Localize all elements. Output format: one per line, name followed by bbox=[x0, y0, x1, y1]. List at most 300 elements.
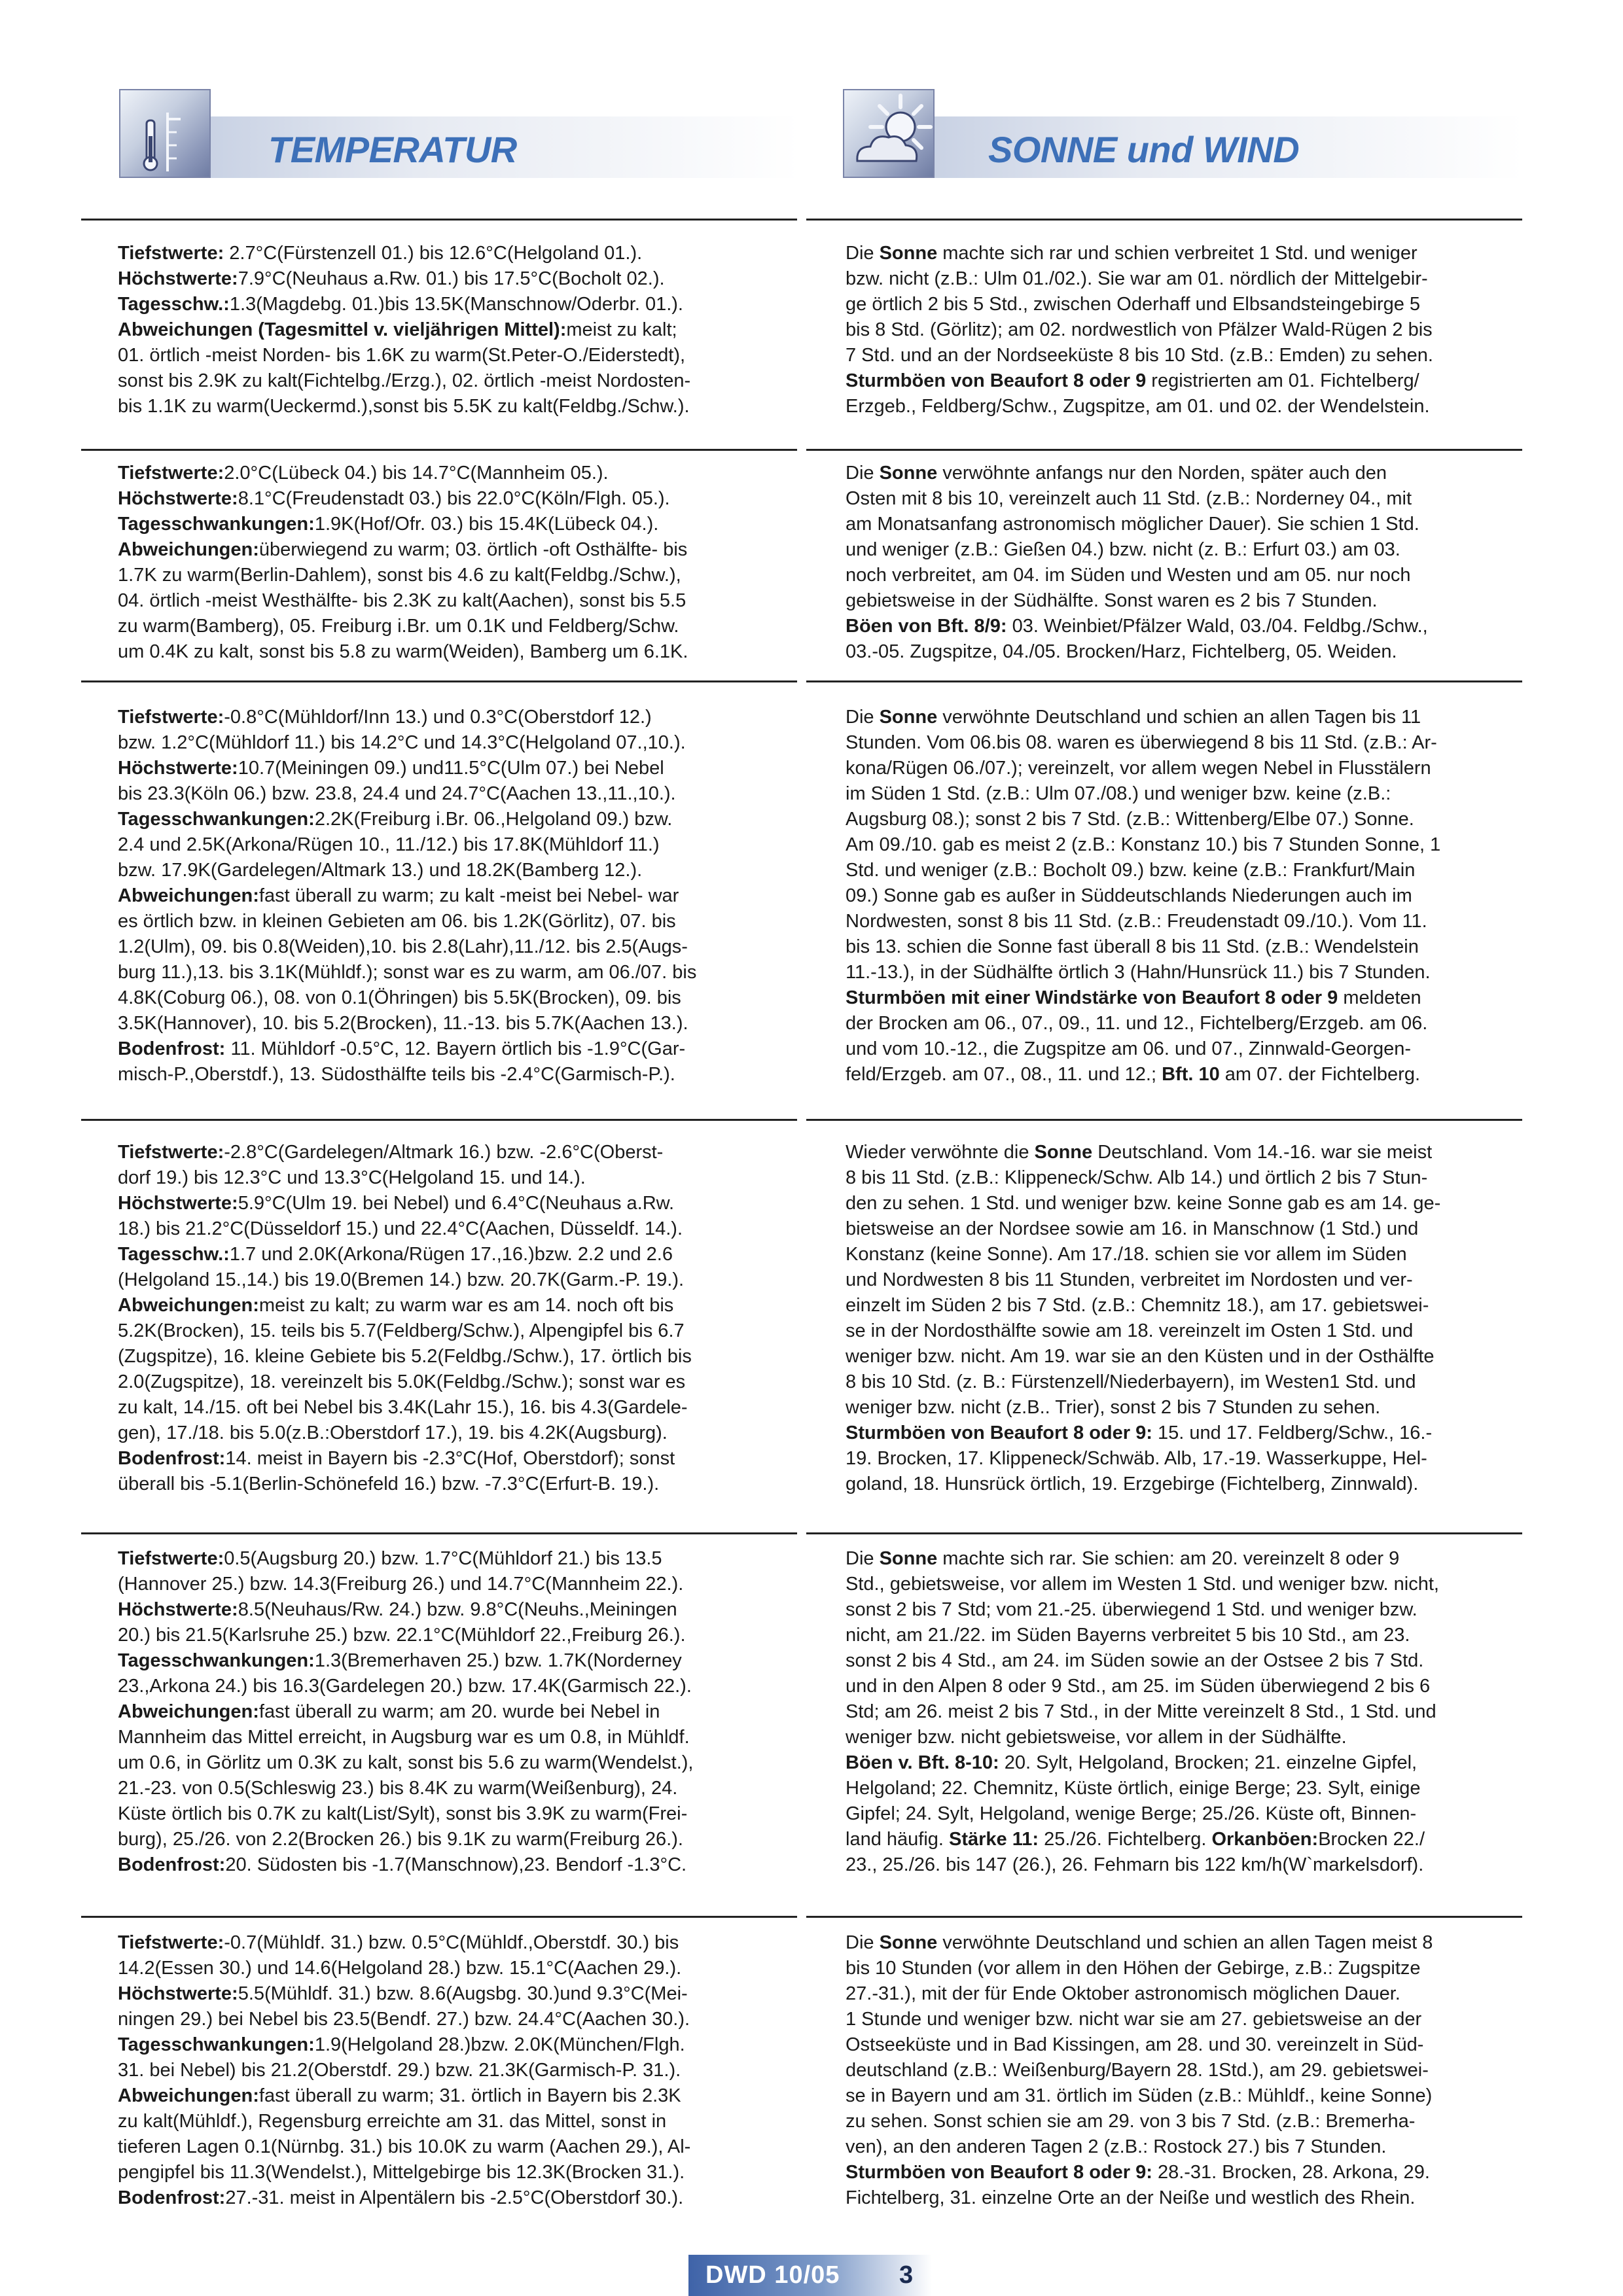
text-run: fast überall zu warm; 31. örtlich in Bayern bis 2.3K bbox=[259, 2085, 681, 2106]
text-run: 04. örtlich -meist Westhälfte- bis 2.3K zu kalt(Aachen), sonst bis 5.5 bbox=[118, 590, 687, 611]
text-run: Std; am 26. meist 2 bis 7 Std., in der Mitte vereinzelt 8 Std., 1 Std. und bbox=[846, 1701, 1436, 1722]
text-run: Die bbox=[846, 1548, 880, 1569]
text-line bbox=[846, 2032, 1507, 2058]
text-run: Die bbox=[846, 463, 880, 484]
text-run: 2.0°C(Lübeck 04.) bis 14.7°C(Mannheim 05.). bbox=[224, 463, 609, 484]
text-run: Die bbox=[846, 1932, 880, 1953]
text-run: 11. Mühldorf -0.5°C, 12. Bayern örtlich bis -1.9°C(Gar- bbox=[225, 1038, 686, 1059]
sun-wind-block bbox=[846, 461, 1507, 665]
text-run: 3.5K(Hannover), 10. bis 5.2(Brocken), 11.-13. bis 5.7K(Aachen 13.). bbox=[118, 1013, 688, 1034]
text-line bbox=[846, 1801, 1507, 1827]
bold-label: Tagesschw.: bbox=[118, 294, 230, 315]
text-run: 10.7(Meiningen 09.) und11.5°C(Ulm 07.) bei Nebel bbox=[238, 758, 664, 779]
text-line bbox=[118, 1597, 779, 1623]
bold-label: Tiefstwerte: bbox=[118, 463, 224, 484]
text-line bbox=[118, 588, 779, 614]
sun-wind-block bbox=[846, 705, 1507, 1087]
bold-label: Bft. 10 bbox=[1162, 1064, 1220, 1085]
text-line bbox=[118, 1827, 779, 1852]
text-line bbox=[846, 614, 1507, 639]
text-line bbox=[846, 909, 1507, 934]
text-line bbox=[118, 639, 779, 665]
bold-label: Stärke 11: bbox=[949, 1829, 1039, 1850]
bold-label: Tiefstwerte: bbox=[118, 1548, 224, 1569]
text-run: Die bbox=[846, 707, 880, 728]
bold-label: Abweichungen: bbox=[118, 885, 259, 906]
text-line bbox=[118, 730, 779, 756]
text-run: Ostseeküste und in Bad Kissingen, am 28. und 30. vereinzelt in Süd- bbox=[846, 2034, 1424, 2055]
text-line bbox=[118, 563, 779, 588]
text-line bbox=[118, 1191, 779, 1216]
text-line bbox=[118, 1242, 779, 1267]
text-line bbox=[118, 1674, 779, 1699]
text-run: der Brocken am 06., 07., 09., 11. und 12., Fichtelberg/Erzgeb. am 06. bbox=[846, 1013, 1428, 1034]
thermometer-icon bbox=[119, 89, 211, 178]
text-run: und in den Alpen 8 oder 9 Std., am 25. im Süden überwiegend 2 bis 6 bbox=[846, 1676, 1431, 1697]
text-run: 5.2K(Brocken), 15. teils bis 5.7(Feldberg/Schw.), Alpengipfel bis 6.7 bbox=[118, 1320, 685, 1341]
bold-label: Sonne bbox=[879, 243, 938, 264]
text-line bbox=[846, 394, 1507, 419]
bold-label: Tiefstwerte: bbox=[118, 1932, 224, 1953]
bold-label: Sonne bbox=[879, 707, 938, 728]
text-run: zu warm(Bamberg), 05. Freiburg i.Br. um 0.1K und Feldberg/Schw. bbox=[118, 616, 679, 637]
text-line bbox=[118, 883, 779, 909]
text-line bbox=[118, 1267, 779, 1293]
text-run: deutschland (z.B.: Weißenburg/Bayern 28. 1Std.), am 29. gebietswei- bbox=[846, 2060, 1429, 2081]
text-line bbox=[118, 1293, 779, 1318]
text-line bbox=[118, 486, 779, 512]
bold-label: Bodenfrost: bbox=[118, 1038, 226, 1059]
text-run: 03. Weinbiet/Pfälzer Wald, 03./04. Feldbg./Schw., bbox=[1007, 616, 1428, 637]
text-run: sonst bis 2.9K zu kalt(Fichtelbg./Erzg.), 02. örtlich -meist Nordosten- bbox=[118, 370, 691, 391]
text-run: 7.9°C(Neuhaus a.Rw. 01.) bis 17.5°C(Bocholt 02.). bbox=[238, 268, 665, 289]
text-run: feld/Erzgeb. am 07., 08., 11. und 12.; bbox=[846, 1064, 1162, 1085]
text-run: weniger bzw. nicht gebietsweise, vor allem in der Südhälfte. bbox=[846, 1727, 1347, 1748]
text-run: 8.5(Neuhaus/Rw. 24.) bzw. 9.8°C(Neuhs.,Meiningen bbox=[238, 1599, 677, 1620]
bold-label: Abweichungen: bbox=[118, 2085, 259, 2106]
text-line bbox=[118, 2134, 779, 2160]
bold-label: Höchstwerte: bbox=[118, 1599, 238, 1620]
text-line bbox=[846, 241, 1507, 266]
text-line bbox=[118, 2083, 779, 2109]
text-line bbox=[846, 266, 1507, 292]
bold-label: Sturmböen von Beaufort 8 oder 9: bbox=[846, 1422, 1152, 1443]
text-run: Gipfel; 24. Sylt, Helgoland, wenige Berge; 25./26. Küste oft, Binnen- bbox=[846, 1803, 1417, 1824]
text-line bbox=[846, 1011, 1507, 1036]
text-run: Brocken 22./ bbox=[1318, 1829, 1425, 1850]
text-line bbox=[846, 1852, 1507, 1878]
text-run: meldeten bbox=[1338, 987, 1421, 1008]
text-line bbox=[118, 2058, 779, 2083]
text-run: verwöhnte Deutschland und schien an allen Tagen meist 8 bbox=[937, 1932, 1433, 1953]
text-run: se in der Nordosthälfte sowie am 18. vereinzelt im Osten 1 Std. und bbox=[846, 1320, 1414, 1341]
text-line bbox=[118, 1750, 779, 1776]
bold-label: Tagesschwankungen: bbox=[118, 514, 315, 535]
text-line bbox=[118, 1930, 779, 1956]
bold-label: Orkanböen: bbox=[1211, 1829, 1319, 1850]
text-line bbox=[118, 343, 779, 368]
text-line bbox=[846, 1546, 1507, 1572]
text-run: goland, 18. Hunsrück örtlich, 19. Erzgebirge (Fichtelberg, Zinnwald). bbox=[846, 1474, 1419, 1494]
text-run: 2.7°C(Fürstenzell 01.) bis 12.6°C(Helgoland 01.). bbox=[224, 243, 643, 264]
text-run: meist zu kalt; bbox=[566, 319, 677, 340]
divider bbox=[806, 680, 1522, 682]
text-line bbox=[118, 394, 779, 419]
text-run: 5.5(Mühldf. 31.) bzw. 8.6(Augsbg. 30.)und 9.3°C(Mei- bbox=[238, 1983, 688, 2004]
text-line bbox=[118, 1369, 779, 1395]
text-run: Mannheim das Mittel erreicht, in Augsburg war es um 0.8, in Mühldf. bbox=[118, 1727, 690, 1748]
temperature-block bbox=[118, 1140, 779, 1497]
text-run: 14. meist in Bayern bis -2.3°C(Hof, Oberstdorf); sonst bbox=[225, 1448, 675, 1469]
bold-label: Tagesschw.: bbox=[118, 1244, 230, 1265]
text-run: am 07. der Fichtelberg. bbox=[1219, 1064, 1421, 1085]
bold-label: Bodenfrost: bbox=[118, 2187, 226, 2208]
text-run: land häufig. bbox=[846, 1829, 950, 1850]
text-line bbox=[118, 934, 779, 960]
text-line bbox=[846, 2134, 1507, 2160]
text-run: und Nordwesten 8 bis 11 Stunden, verbreitet im Nordosten und ver- bbox=[846, 1269, 1413, 1290]
text-line bbox=[118, 1725, 779, 1750]
text-run: den zu sehen. 1 Std. und weniger bzw. keine Sonne gab es am 14. ge- bbox=[846, 1193, 1441, 1214]
text-line bbox=[846, 756, 1507, 781]
text-run: und vom 10.-12., die Zugspitze am 06. und 07., Zinnwald-Georgen- bbox=[846, 1038, 1412, 1059]
text-run: (Helgoland 15.,14.) bis 19.0(Bremen 14.) bzw. 20.7K(Garm.-P. 19.). bbox=[118, 1269, 685, 1290]
text-line bbox=[846, 563, 1507, 588]
text-line bbox=[846, 1216, 1507, 1242]
text-line bbox=[846, 1191, 1507, 1216]
text-line bbox=[846, 1981, 1507, 2007]
text-run: noch verbreitet, am 04. im Süden und Westen und am 05. nur noch bbox=[846, 565, 1411, 586]
text-run: bis 23.3(Köln 06.) bzw. 23.8, 24.4 und 24.7°C(Aachen 13.,11.,10.). bbox=[118, 783, 676, 804]
text-run: 31. bei Nebel) bis 21.2(Oberstdf. 29.) bzw. 21.3K(Garmisch-P. 31.). bbox=[118, 2060, 681, 2081]
temperature-block bbox=[118, 241, 779, 419]
bold-label: Höchstwerte: bbox=[118, 488, 238, 509]
text-line bbox=[118, 241, 779, 266]
bold-label: Abweichungen: bbox=[118, 1295, 259, 1316]
sun-wind-block bbox=[846, 1140, 1507, 1497]
text-run: weniger bzw. nicht. Am 19. war sie an den Küsten und in der Osthälfte bbox=[846, 1346, 1435, 1367]
text-run: Am 09./10. gab es meist 2 (z.B.: Konstanz 10.) bis 7 Stunden Sonne, 1 bbox=[846, 834, 1441, 855]
text-run: 2.2K(Freiburg i.Br. 06.,Helgoland 09.) bzw. bbox=[314, 809, 673, 830]
text-run: einzelt im Süden 2 bis 7 Std. (z.B.: Chemnitz 18.), am 17. gebietswei- bbox=[846, 1295, 1429, 1316]
text-line bbox=[118, 512, 779, 537]
bold-label: Tagesschwankungen: bbox=[118, 1650, 315, 1671]
text-line bbox=[118, 461, 779, 486]
text-run: bis 10 Stunden (vor allem in den Höhen der Gebirge, z.B.: Zugspitze bbox=[846, 1958, 1421, 1979]
text-run: ge örtlich 2 bis 5 Std., zwischen Oderhaff und Elbsandsteingebirge 5 bbox=[846, 294, 1421, 315]
text-line bbox=[118, 1318, 779, 1344]
bold-label: Tiefstwerte: bbox=[118, 1142, 224, 1163]
text-line bbox=[846, 2083, 1507, 2109]
text-line bbox=[118, 1776, 779, 1801]
text-line bbox=[846, 858, 1507, 883]
text-run: 4.8K(Coburg 06.), 08. von 0.1(Öhringen) bis 5.5K(Brocken), 09. bis bbox=[118, 987, 681, 1008]
text-line bbox=[846, 1293, 1507, 1318]
text-line bbox=[846, 1318, 1507, 1344]
bold-label: Sonne bbox=[1034, 1142, 1093, 1163]
divider bbox=[81, 680, 797, 682]
text-run: Küste örtlich bis 0.7K zu kalt(List/Sylt), sonst bis 3.9K zu warm(Frei- bbox=[118, 1803, 688, 1824]
text-run: Augsburg 08.); sonst 2 bis 7 Std. (z.B.: Wittenberg/Elbe 07.) Sonne. bbox=[846, 809, 1414, 830]
text-run: 01. örtlich -meist Norden- bis 1.6K zu warm(St.Peter-O./Eiderstedt), bbox=[118, 345, 686, 366]
text-line bbox=[846, 2058, 1507, 2083]
text-line bbox=[118, 1140, 779, 1165]
text-run: Wieder verwöhnte die bbox=[846, 1142, 1035, 1163]
text-line bbox=[846, 883, 1507, 909]
text-run: bis 13. schien die Sonne fast überall 8 bis 11 Std. (z.B.: Wendelstein bbox=[846, 936, 1419, 957]
text-run: um 0.6, in Görlitz um 0.3K zu kalt, sonst bis 5.6 zu warm(Wendelst.), bbox=[118, 1752, 694, 1773]
text-line bbox=[846, 2007, 1507, 2032]
text-run: 21.-23. von 0.5(Schleswig 23.) bis 8.4K zu warm(Weißenburg), 24. bbox=[118, 1778, 678, 1799]
text-line bbox=[846, 1036, 1507, 1062]
text-line bbox=[118, 781, 779, 807]
text-run: 8 bis 10 Std. (z. B.: Fürstenzell/Niederbayern), im Westen1 Std. und bbox=[846, 1371, 1416, 1392]
text-run: 03.-05. Zugspitze, 04./05. Brocken/Harz, Fichtelberg, 05. Weiden. bbox=[846, 641, 1397, 662]
text-run: 18.) bis 21.2°C(Düsseldorf 15.) und 22.4°C(Aachen, Düsseldf. 14.). bbox=[118, 1218, 683, 1239]
text-line bbox=[118, 1546, 779, 1572]
divider bbox=[806, 219, 1522, 221]
text-line bbox=[118, 1446, 779, 1472]
text-line bbox=[846, 1344, 1507, 1369]
text-line bbox=[118, 2185, 779, 2211]
divider bbox=[81, 449, 797, 451]
temperature-block bbox=[118, 1546, 779, 1878]
text-run: Fichtelberg, 31. einzelne Orte an der Neiße und westlich des Rhein. bbox=[846, 2187, 1416, 2208]
text-run: 5.9°C(Ulm 19. bei Nebel) und 6.4°C(Neuhaus a.Rw. bbox=[238, 1193, 675, 1214]
text-line bbox=[846, 1623, 1507, 1648]
text-run: verwöhnte Deutschland und schien an allen Tagen bis 11 bbox=[937, 707, 1421, 728]
text-line bbox=[118, 832, 779, 858]
text-line bbox=[118, 705, 779, 730]
text-run: Std., gebietsweise, vor allem im Westen 1 Std. und weniger bzw. nicht, bbox=[846, 1574, 1439, 1595]
text-line bbox=[846, 2109, 1507, 2134]
bold-label: Sonne bbox=[879, 1548, 938, 1569]
sun-wind-block bbox=[846, 1546, 1507, 1878]
text-run: bzw. nicht (z.B.: Ulm 01./02.). Sie war am 01. nördlich der Mittelgebir- bbox=[846, 268, 1428, 289]
text-run: Erzgeb., Feldberg/Schw., Zugspitze, am 01. und 02. der Wendelstein. bbox=[846, 396, 1430, 417]
text-run: machte sich rar. Sie schien: am 20. vereinzelt 8 oder 9 bbox=[937, 1548, 1400, 1569]
text-run: bis 8 Std. (Görlitz); am 02. nordwestlich von Pfälzer Wald-Rügen 2 bis bbox=[846, 319, 1433, 340]
bold-label: Tagesschwankungen: bbox=[118, 809, 315, 830]
text-run: 1.9(Helgoland 28.)bzw. 2.0K(München/Flgh. bbox=[314, 2034, 685, 2055]
text-line bbox=[846, 1930, 1507, 1956]
text-run: 0.5(Augsburg 20.) bzw. 1.7°C(Mühldorf 21.) bis 13.5 bbox=[224, 1548, 662, 1569]
divider bbox=[81, 219, 797, 221]
text-line bbox=[118, 2007, 779, 2032]
sun-wind-title: SONNE und WIND bbox=[988, 129, 1300, 170]
divider bbox=[806, 1916, 1522, 1918]
text-line bbox=[846, 1395, 1507, 1421]
text-run: zu kalt(Mühldf.), Regensburg erreichte am 31. das Mittel, sonst in bbox=[118, 2111, 667, 2132]
text-run: zu sehen. Sonst schien sie am 29. von 3 bis 7 Std. (z.B.: Bremerha- bbox=[846, 2111, 1416, 2132]
text-run: weniger bzw. nicht (z.B.. Trier), sonst 2 bis 7 Stunden zu sehen. bbox=[846, 1397, 1381, 1418]
text-run: 8 bis 11 Std. (z.B.: Klippeneck/Schw. Alb 14.) und örtlich 2 bis 7 Stun- bbox=[846, 1167, 1428, 1188]
text-line bbox=[118, 1852, 779, 1878]
text-line bbox=[846, 960, 1507, 985]
text-line bbox=[118, 1981, 779, 2007]
divider bbox=[81, 1916, 797, 1918]
footer-badge bbox=[688, 2255, 932, 2296]
text-line bbox=[118, 614, 779, 639]
text-line bbox=[846, 1597, 1507, 1623]
text-run: und weniger (z.B.: Gießen 04.) bzw. nicht (z. B.: Erfurt 03.) am 03. bbox=[846, 539, 1400, 560]
text-line bbox=[846, 317, 1507, 343]
text-run: Nordwesten, sonst 8 bis 11 Std. (z.B.: Freudenstadt 09./10.). Vom 11. bbox=[846, 911, 1427, 932]
text-run: Std. und weniger (z.B.: Bocholt 09.) bzw. keine (z.B.: Frankfurt/Main bbox=[846, 860, 1416, 881]
temperature-block bbox=[118, 705, 779, 1087]
text-line bbox=[118, 1011, 779, 1036]
text-run: 14.2(Essen 30.) und 14.6(Helgoland 28.) bzw. 15.1°C(Aachen 29.). bbox=[118, 1958, 682, 1979]
text-run: zu kalt, 14./15. oft bei Nebel bis 3.4K(Lahr 15.), 16. bis 4.3(Gardele- bbox=[118, 1397, 688, 1418]
text-run: 1.3(Bremerhaven 25.) bzw. 1.7K(Norderney bbox=[314, 1650, 682, 1671]
text-run: fast überall zu warm; zu kalt -meist bei Nebel- war bbox=[259, 885, 679, 906]
text-run: sonst 2 bis 7 Std; vom 21.-25. überwiegend 1 Std. und weniger bzw. bbox=[846, 1599, 1418, 1620]
text-run: -0.8°C(Mühldorf/Inn 13.) und 0.3°C(Oberstdorf 12.) bbox=[224, 707, 652, 728]
text-run: 20. Sylt, Helgoland, Brocken; 21. einzelne Gipfel, bbox=[999, 1752, 1418, 1773]
text-run: 20. Südosten bis -1.7(Manschnow),23. Bendorf -1.3°C. bbox=[225, 1854, 687, 1875]
text-run: (Hannover 25.) bzw. 14.3(Freiburg 26.) und 14.7°C(Mannheim 22.). bbox=[118, 1574, 684, 1595]
text-line bbox=[118, 2032, 779, 2058]
text-line bbox=[846, 588, 1507, 614]
text-run: 11.-13.), in der Südhälfte örtlich 3 (Hahn/Hunsrück 11.) bis 7 Stunden. bbox=[846, 962, 1431, 983]
divider bbox=[806, 1532, 1522, 1534]
bold-label: Höchstwerte: bbox=[118, 1193, 238, 1214]
text-run: -2.8°C(Gardelegen/Altmark 16.) bzw. -2.6°C(Oberst- bbox=[224, 1142, 664, 1163]
bold-label: Sturmböen mit einer Windstärke von Beaufort 8 oder 9 bbox=[846, 987, 1338, 1008]
text-run: 8.1°C(Freudenstadt 03.) bis 22.0°C(Köln/Flgh. 05.). bbox=[238, 488, 670, 509]
text-run: gen), 17./18. bis 5.0(z.B.:Oberstdorf 17.), 19. bis 4.2K(Augsburg). bbox=[118, 1422, 668, 1443]
text-line bbox=[118, 858, 779, 883]
text-run: 28.-31. Brocken, 28. Arkona, 29. bbox=[1152, 2162, 1430, 2183]
text-line bbox=[118, 1344, 779, 1369]
text-run: 1.9K(Hof/Ofr. 03.) bis 15.4K(Lübeck 04.). bbox=[314, 514, 659, 535]
bold-label: Tiefstwerte: bbox=[118, 707, 224, 728]
bold-label: Bodenfrost: bbox=[118, 1448, 226, 1469]
text-run: verwöhnte anfangs nur den Norden, später auch den bbox=[937, 463, 1387, 484]
text-run: nicht, am 21./22. im Süden Bayerns verbreitet 5 bis 10 Std., am 23. bbox=[846, 1625, 1410, 1646]
text-line bbox=[118, 985, 779, 1011]
text-line bbox=[846, 343, 1507, 368]
text-line bbox=[118, 960, 779, 985]
bold-label: Höchstwerte: bbox=[118, 758, 238, 779]
text-run: dorf 19.) bis 12.3°C und 13.3°C(Helgoland 15. und 14.). bbox=[118, 1167, 586, 1188]
text-run: 20.) bis 21.5(Karlsruhe 25.) bzw. 22.1°C(Mühldorf 22.,Freiburg 26.). bbox=[118, 1625, 686, 1646]
text-line bbox=[846, 368, 1507, 394]
text-line bbox=[118, 1956, 779, 1981]
text-line bbox=[846, 832, 1507, 858]
text-run: 1.7K zu warm(Berlin-Dahlem), sonst bis 4.6 zu kalt(Feldbg./Schw.), bbox=[118, 565, 681, 586]
text-line bbox=[118, 1036, 779, 1062]
text-run: bzw. 17.9K(Gardelegen/Altmark 13.) und 18.2K(Bamberg 12.). bbox=[118, 860, 643, 881]
bold-label: Abweichungen: bbox=[118, 539, 259, 560]
divider bbox=[81, 1119, 797, 1121]
text-run: kona/Rügen 06./07.); vereinzelt, vor allem wegen Nebel in Flusstälern bbox=[846, 758, 1431, 779]
text-run: bzw. 1.2°C(Mühldorf 11.) bis 14.2°C und 14.3°C(Helgoland 07.,10.). bbox=[118, 732, 686, 753]
divider bbox=[806, 449, 1522, 451]
text-line bbox=[118, 2160, 779, 2185]
text-run: Konstanz (keine Sonne). Am 17./18. schien sie vor allem im Süden bbox=[846, 1244, 1407, 1265]
text-run: ven), an den anderen Tagen 2 (z.B.: Rostock 27.) bis 7 Stunden. bbox=[846, 2136, 1387, 2157]
text-line bbox=[846, 1956, 1507, 1981]
bold-label: Abweichungen: bbox=[118, 1701, 259, 1722]
text-line bbox=[118, 1801, 779, 1827]
text-line bbox=[846, 639, 1507, 665]
text-run: 23.,Arkona 24.) bis 16.3(Gardelegen 20.) bzw. 17.4K(Garmisch 22.). bbox=[118, 1676, 692, 1697]
text-line bbox=[118, 1395, 779, 1421]
text-line bbox=[846, 1699, 1507, 1725]
text-line bbox=[846, 1750, 1507, 1776]
text-run: 7 Std. und an der Nordseeküste 8 bis 10 Std. (z.B.: Emden) zu sehen. bbox=[846, 345, 1433, 366]
temperature-block bbox=[118, 1930, 779, 2211]
sun-wind-block bbox=[846, 241, 1507, 419]
bold-label: Sonne bbox=[879, 463, 938, 484]
text-run: 23., 25./26. bis 147 (26.), 26. Fehmarn bis 122 km/h(W`markelsdorf). bbox=[846, 1854, 1424, 1875]
text-line bbox=[846, 1421, 1507, 1446]
bold-label: Böen v. Bft. 8-10: bbox=[846, 1752, 999, 1773]
text-line bbox=[118, 1623, 779, 1648]
text-line bbox=[846, 1369, 1507, 1395]
text-run: 2.0(Zugspitze), 18. vereinzelt bis 5.0K(Feldbg./Schw.); sonst war es bbox=[118, 1371, 686, 1392]
bold-label: Böen von Bft. 8/9: bbox=[846, 616, 1007, 637]
text-run: -0.7(Mühldf. 31.) bzw. 0.5°C(Mühldf.,Oberstdf. 30.) bis bbox=[224, 1932, 679, 1953]
sun-cloud-icon bbox=[843, 89, 935, 178]
text-line bbox=[118, 317, 779, 343]
text-run: 1.3(Magdebg. 01.)bis 13.5K(Manschnow/Oderbr. 01.). bbox=[229, 294, 683, 315]
bold-label: Sturmböen von Beaufort 8 oder 9: bbox=[846, 2162, 1152, 2183]
text-run: burg), 25./26. von 2.2(Brocken 26.) bis 9.1K zu warm(Freiburg 26.). bbox=[118, 1829, 683, 1850]
text-run: bietsweise an der Nordsee sowie am 16. in Manschnow (1 Std.) und bbox=[846, 1218, 1419, 1239]
text-line bbox=[846, 807, 1507, 832]
text-line bbox=[118, 807, 779, 832]
bold-label: Höchstwerte: bbox=[118, 268, 238, 289]
text-run: ningen 29.) bei Nebel bis 23.5(Bendf. 27.) bzw. 24.4°C(Aachen 30.). bbox=[118, 2009, 690, 2030]
text-line bbox=[846, 512, 1507, 537]
text-run: 1.7 und 2.0K(Arkona/Rügen 17.,16.)bzw. 2.2 und 2.6 bbox=[229, 1244, 673, 1265]
text-run: 27.-31. meist in Alpentälern bis -2.5°C(Oberstdorf 30.). bbox=[225, 2187, 684, 2208]
temperature-title: TEMPERATUR bbox=[268, 129, 517, 170]
temperature-block bbox=[118, 461, 779, 665]
text-line bbox=[118, 266, 779, 292]
text-run: um 0.4K zu kalt, sonst bis 5.8 zu warm(Weiden), Bamberg um 6.1K. bbox=[118, 641, 688, 662]
text-line bbox=[846, 1572, 1507, 1597]
text-run: meist zu kalt; zu warm war es am 14. noch oft bis bbox=[259, 1295, 674, 1316]
text-run: misch-P.,Oberstdf.), 13. Südosthälfte teils bis -2.4°C(Garmisch-P.). bbox=[118, 1064, 675, 1085]
text-line bbox=[846, 781, 1507, 807]
text-line bbox=[846, 1446, 1507, 1472]
text-line bbox=[846, 1827, 1507, 1852]
text-line bbox=[846, 537, 1507, 563]
text-line bbox=[118, 756, 779, 781]
footer-issue: DWD 10/05 bbox=[705, 2261, 840, 2289]
text-line bbox=[846, 1472, 1507, 1497]
text-line bbox=[118, 909, 779, 934]
text-line bbox=[118, 1572, 779, 1597]
text-line bbox=[846, 461, 1507, 486]
text-line bbox=[846, 292, 1507, 317]
text-run: pengipfel bis 11.3(Wendelst.), Mittelgebirge bis 12.3K(Brocken 31.). bbox=[118, 2162, 685, 2183]
text-run: sonst 2 bis 4 Std., am 24. im Süden sowie an der Ostsee 2 bis 7 Std. bbox=[846, 1650, 1424, 1671]
text-run: überall bis -5.1(Berlin-Schönefeld 16.) bzw. -7.3°C(Erfurt-B. 19.). bbox=[118, 1474, 660, 1494]
text-run: (Zugspitze), 16. kleine Gebiete bis 5.2(Feldbg./Schw.), 17. örtlich bis bbox=[118, 1346, 692, 1367]
text-run: 1 Stunde und weniger bzw. nicht war sie am 27. gebietsweise an der bbox=[846, 2009, 1422, 2030]
text-run: machte sich rar und schien verbreitet 1 Std. und weniger bbox=[937, 243, 1418, 264]
text-line bbox=[846, 1776, 1507, 1801]
text-line bbox=[846, 985, 1507, 1011]
divider bbox=[806, 1119, 1522, 1121]
text-line bbox=[118, 537, 779, 563]
text-run: 19. Brocken, 17. Klippeneck/Schwäb. Alb, 17.-19. Wasserkuppe, Hel- bbox=[846, 1448, 1427, 1469]
text-run: 09.) Sonne gab es außer in Süddeutschlands Niederungen auch im bbox=[846, 885, 1412, 906]
